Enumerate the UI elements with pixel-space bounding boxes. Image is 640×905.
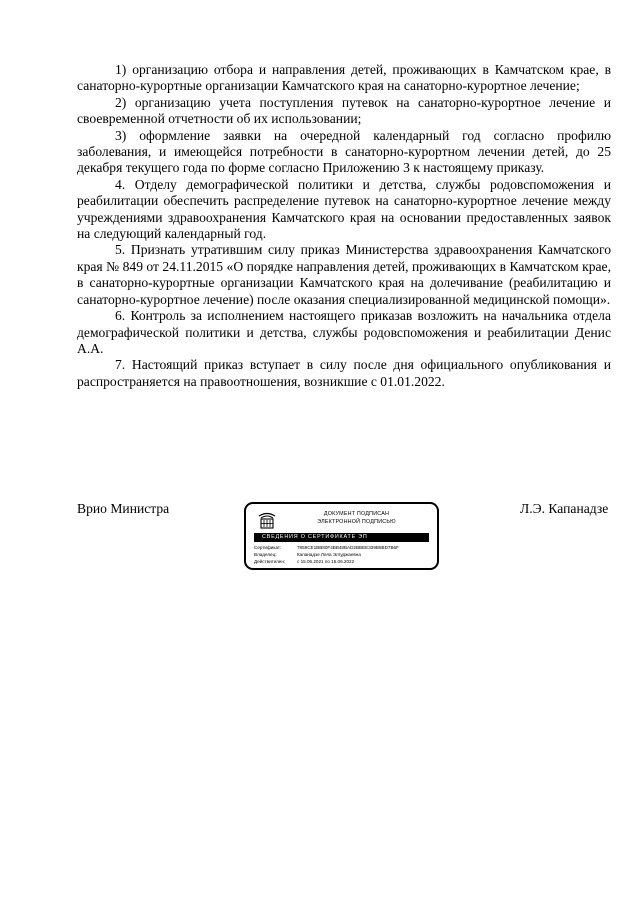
- paragraph-7: 7. Настоящий приказ вступает в силу после дня официального опубликования и распространяется на правоотношения, возникшие с 01.01.2022.: [77, 357, 611, 389]
- paragraph-5: 5. Признать утратившим силу приказ Министерства здравоохранения Камчатского края № 849 от 24.11.2015 «О порядке направления детей, проживающих в Камчатском крае, в санаторно-курортные организации Камчатского края на долечивание (реабилитацию и санаторно-курортное лечение) после оказания специализированной медицинской помощи».: [77, 242, 611, 307]
- signer-position: Врио Министра: [77, 501, 170, 516]
- stamp-certificate-details: [254, 544, 431, 565]
- stamp-certificate-header: СВЕДЕНИЯ О СЕРТИФИКАТЕ ЭП: [254, 533, 429, 542]
- electronic-signature-stamp: [244, 502, 439, 570]
- paragraph-3: 3) оформление заявки на очередной календарный год согласно профилю заболевания, и имеющейся потребности в санаторно-курортном лечении детей, до 25 декабря текущего года по форме согласно Приложению 3 к настоящему приказу.: [77, 127, 611, 176]
- coat-of-arms-icon: [256, 510, 278, 530]
- signer-name: Л.Э. Капанадзе: [520, 501, 609, 516]
- paragraph-1: 1) организацию отбора и направления детей, проживающих в Камчатском крае, в санаторно-курортные организации Камчатского края на санаторно-курортное лечение;: [77, 62, 611, 94]
- stamp-row-certificate: Сертификат: 7859CE1BB80F4BB48BAD2BBEE339B8BD7B6F: [254, 545, 399, 550]
- stamp-row-owner: Владелец: Капанадзе Лела Элгуджаевна: [254, 552, 361, 557]
- document-body: [77, 62, 611, 390]
- paragraph-2: 2) организацию учета поступления путевок на санаторно-курортное лечение и своевременной отчетности об их использовании;: [77, 94, 611, 127]
- paragraph-4: 4. Отделу демографической политики и детства, службы родовспоможения и реабилитации обеспечить распределение путевок на санаторно-курортное лечение между учреждениями здравоохранения Камчатского края на основании предоставленных заявок на следующий календарный год.: [77, 176, 611, 242]
- stamp-row-validity: Действителен: с 15.06.2021 по 15.06.2022: [254, 559, 355, 564]
- stamp-title: ДОКУМЕНТ ПОДПИСАН ЭЛЕКТРОННОЙ ПОДПИСЬЮ: [317, 511, 396, 525]
- paragraph-6: 6. Контроль за исполнением настоящего приказав возложить на начальника отдела демографической политики и детства, службы родовспоможения и реабилитации Денис А.А.: [77, 308, 611, 356]
